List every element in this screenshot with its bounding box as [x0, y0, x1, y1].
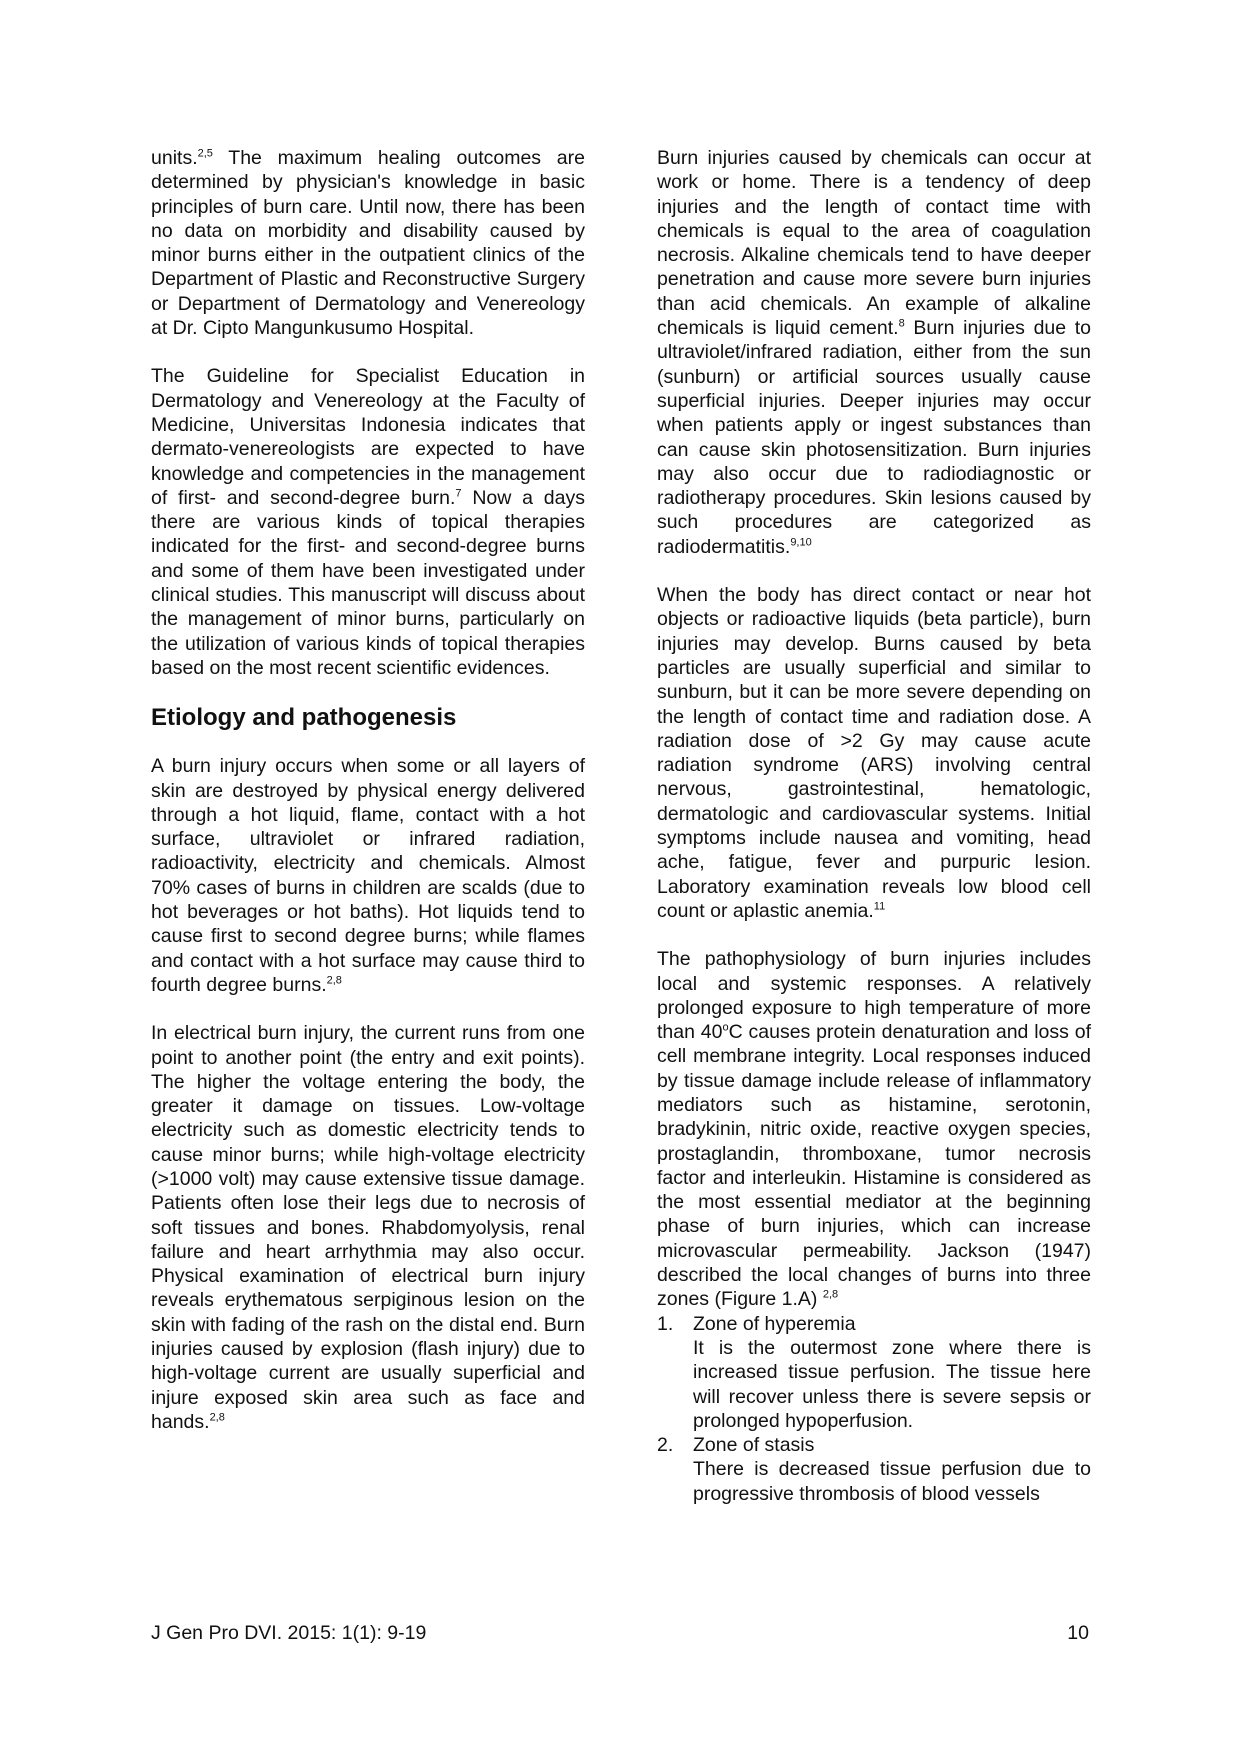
list-item — [657, 1433, 1091, 1506]
list-item — [657, 1312, 1091, 1433]
citation-superscript: 8 — [898, 317, 905, 330]
journal-citation: J Gen Pro DVI. 2015: 1(1): 9-19 — [151, 1622, 427, 1644]
citation-superscript: 2,8 — [326, 974, 342, 987]
zones-list — [657, 1312, 1091, 1506]
paragraph: A burn injury occurs when some or all layers of skin are destroyed by physical energy delivered through a hot liquid, flame, contact with a hot surface, ultraviolet or infrared radiation, radioactivity, electricity and chemicals. Almost 70% cases of burns in children are scalds (due to hot beverages or hot baths). Hot liquids tend to cause first to second degree burns; while flames and contact with a hot surface may cause third to fourth degree burns.$^{2,8}$ — [151, 755, 585, 996]
paragraph: The pathophysiology of burn injuries includes local and systemic responses. A relatively prolonged exposure to high temperature of more than 40$^o$C causes protein denaturation and loss of cell membrane integrity. Local responses induced by tissue damage include release of inflammatory mediators such as histamine, serotonin, bradykinin, nitric oxide, reactive oxygen species, prostaglandin, thromboxane, tumor necrosis factor and interleukin. Histamine is considered as the most essential mediator at the beginning phase of burn injuries, which can increase microvascular permeability. Jackson (1947) described the local changes of burns into three zones (Figure 1.A) $^{2,8}$ — [657, 948, 1091, 1311]
citation-superscript: 11 — [873, 900, 886, 913]
citation-superscript: 7 — [455, 487, 462, 500]
zone-description: It is the outermost zone where there is increased tissue perfusion. The tissue here will recover unless there is severe sepsis or prolonged hypoperfusion. — [693, 1336, 1091, 1432]
zone-title: Zone of stasis — [693, 1434, 815, 1457]
citation-superscript: 9,10 — [790, 536, 812, 549]
citation-superscript: 2,8 — [209, 1411, 225, 1424]
list-number: 2. — [657, 1434, 674, 1457]
left-column — [151, 146, 585, 1458]
paragraph: The Guideline for Specialist Education in Dermatology and Venereology at the Faculty of Medicine, Universitas Indonesia indicates that dermato-venereologists are expected to have knowledge and competencies in the management of first- and second-degree burn.$^7$ Now a days there are various kinds of topical therapies indicated for the first- and second-degree burns and some of them have been investigated under clinical studies. This manuscript will discuss about the management of minor burns, particularly on the utilization of various kinds of topical therapies based on the most recent scientific evidences. — [151, 365, 585, 679]
paragraph: When the body has direct contact or near hot objects or radioactive liquids (beta particle), burn injuries may develop. Burns caused by beta particles are usually superficial and similar to sunburn, but it can be more severe depending on the length of contact time and radiation dose. A radiation dose of >2 Gy may cause acute radiation syndrome (ARS) involving central nervous, gastrointestinal, hematologic, dermatologic and cardiovascular systems. Initial symptoms include nausea and vomiting, head ache, fatigue, fever and purpuric lesion. Laboratory examination reveals low blood cell count or aplastic anemia.$^{11}$ — [657, 584, 1091, 922]
paragraph: units.$^{2,5}$ The maximum healing outcomes are determined by physician's knowledge in basic principles of burn care. Until now, there has been no data on morbidity and disability caused by minor burns either in the outpatient clinics of the Department of Plastic and Reconstructive Surgery or Department of Dermatology and Venereology at Dr. Cipto Mangunkusumo Hospital. — [151, 147, 585, 340]
list-number: 1. — [657, 1312, 674, 1335]
paragraph: In electrical burn injury, the current runs from one point to another point (the entry and exit points). The higher the voltage entering the body, the greater it damage on tissues. Low-voltage electricity such as domestic electricity tends to cause minor burns; while high-voltage electricity (>1000 volt) may cause extensive tissue damage. Patients often lose their legs due to necrosis of soft tissues and bones. Rhabdomyolysis, renal failure and heart arrhythmia may also occur. Physical examination of electrical burn injury reveals erythematous serpiginous lesion on the skin with fading of the rash on the distal end. Burn injuries caused by explosion (flash injury) due to high-voltage current are usually superficial and injure exposed skin area such as face and hands.$^{2,8}$ — [151, 1022, 585, 1433]
page-number: 10 — [1067, 1622, 1089, 1644]
citation-superscript: 2,8 — [822, 1288, 839, 1301]
zone-title: Zone of hyperemia — [693, 1312, 856, 1335]
citation-superscript: 2,5 — [197, 147, 213, 160]
section-heading: Etiology and pathogenesis — [151, 704, 457, 732]
zone-description: There is decreased tissue perfusion due to progressive thrombosis of blood vessels — [693, 1458, 1091, 1505]
right-column — [657, 146, 1091, 1506]
degree-superscript: o — [722, 1021, 729, 1034]
paragraph: Burn injuries caused by chemicals can occur at work or home. There is a tendency of deep injuries and the length of contact time with chemicals is equal to the area of coagulation necrosis. Alkaline chemicals tend to have deeper penetration and cause more severe burn injuries than acid chemicals. An example of alkaline chemicals is liquid cement.$^8$ Burn injuries due to ultraviolet/infrared radiation, either from the sun (sunburn) or artificial sources usually cause superficial injuries. Deeper injuries may occur when patients apply or ingest substances than can cause skin photosensitization. Burn injuries may also occur due to radiodiagnostic or radiotherapy procedures. Skin lesions caused by such procedures are categorized as radiodermatitis.$^{9,10}$ — [657, 147, 1091, 558]
